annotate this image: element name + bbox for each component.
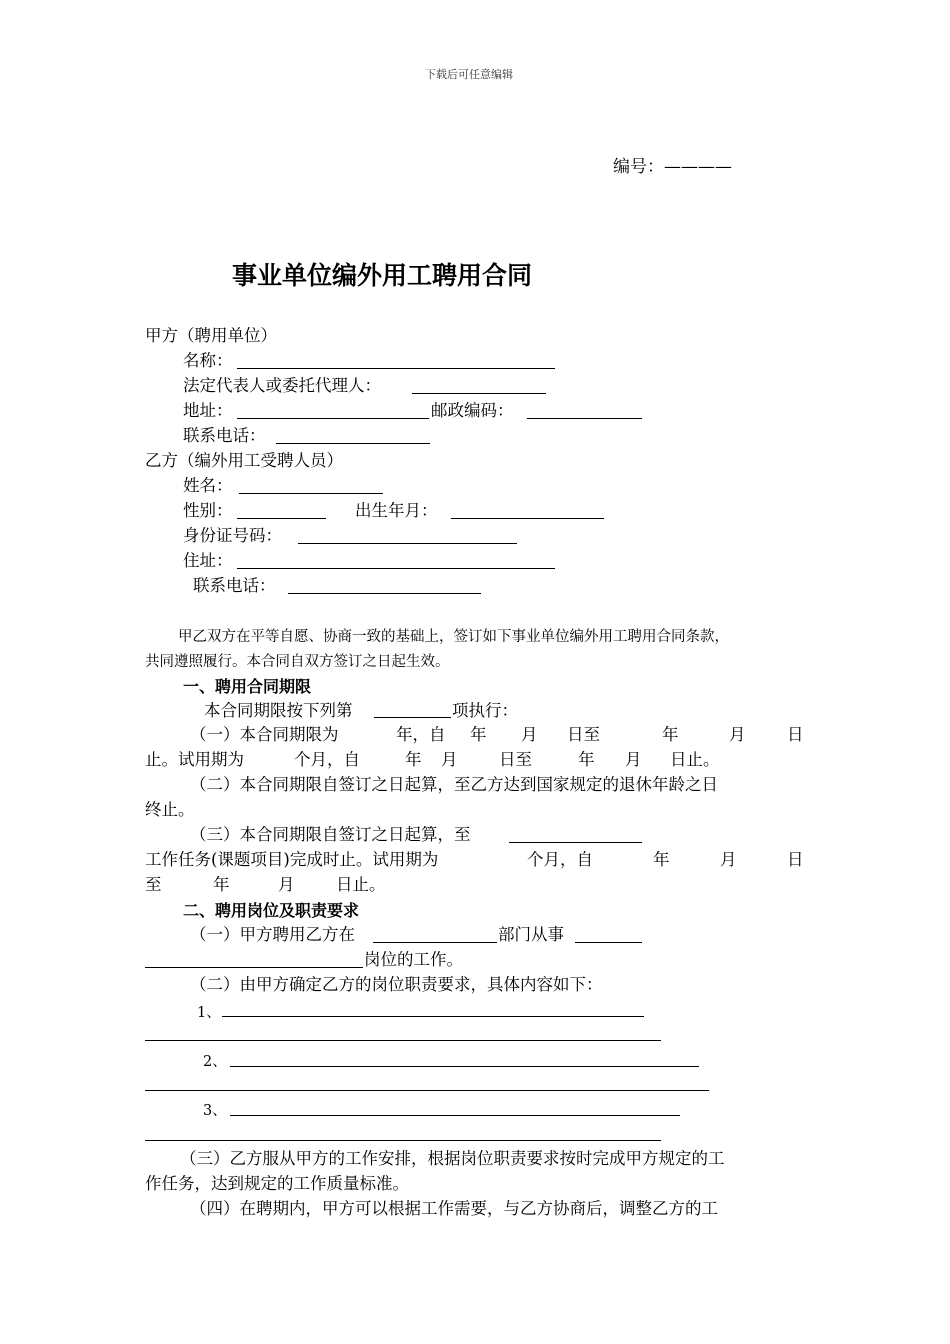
header-note: 下载后可任意编辑 (425, 68, 513, 81)
s1-item3-l2d: 月 (720, 850, 737, 869)
s1-item3-l3d: 日止。 (336, 875, 386, 894)
s1-item3-l3c: 月 (278, 875, 295, 894)
s1-item1-p3: 年 (470, 725, 487, 744)
s1-item1-p8: 日 (787, 725, 804, 744)
serial-dash: ———— (664, 157, 732, 177)
s1-item1-l2g: 月 (625, 750, 642, 769)
s1-item1-l2a: 止。试用期为 (145, 750, 244, 769)
s1-item1-p5: 日至 (567, 725, 600, 744)
party-b-heading: 乙方（编外用工受聘人员） (145, 451, 343, 470)
s2-item2: （二）由甲方确定乙方的岗位职责要求，具体内容如下： (190, 975, 603, 994)
party-b-birth-label: 出生年月： (355, 501, 438, 520)
duty-3-field (230, 1115, 680, 1116)
s1-item1-p2: 年，自 (396, 725, 446, 744)
party-a-postcode-label: 邮政编码： (431, 401, 514, 420)
s1-item3-l3a: 至 (145, 875, 162, 894)
serial-label: 编号： (613, 157, 664, 177)
party-b-phone-field (288, 593, 481, 594)
s1-item3-l2b: 个月，自 (527, 850, 593, 869)
section-1-intro-a: 本合同期限按下列第 (204, 701, 353, 720)
s1-item1-l2e: 日至 (499, 750, 532, 769)
s2-item3-line1: （三）乙方服从甲方的工作安排，根据岗位职责要求按时完成甲方规定的工 (180, 1149, 725, 1168)
s1-item3-l2a: 工作任务(课题项目)完成时止。试用期为 (145, 850, 439, 869)
duty-1-field-cont (145, 1040, 661, 1041)
party-b-address-field (237, 568, 555, 569)
s1-item2-line1: （二）本合同期限自签订之日起算，至乙方达到国家规定的退休年龄之日 (190, 775, 718, 794)
party-a-postcode-field (527, 418, 642, 419)
party-a-phone-field (276, 443, 430, 444)
s2-position-field-a (575, 942, 642, 943)
party-a-name-label: 名称： (183, 351, 233, 370)
party-b-phone-label: 联系电话： (193, 576, 276, 595)
section-1-heading: 一、聘用合同期限 (183, 677, 312, 696)
s1-item3-until-field (509, 842, 642, 843)
s1-item1-l2d: 月 (441, 750, 458, 769)
party-b-gender-field (237, 518, 326, 519)
s1-item1-p6: 年 (662, 725, 679, 744)
serial-number (613, 152, 732, 177)
s1-item1-p4: 月 (521, 725, 538, 744)
s1-item1-l2h: 日止。 (670, 750, 720, 769)
duty-2-label: 2、 (203, 1054, 227, 1070)
duty-2-field-cont (145, 1090, 709, 1091)
s1-item3-l2c: 年 (653, 850, 670, 869)
s1-item1-p7: 月 (729, 725, 746, 744)
s1-item3-l3b: 年 (213, 875, 230, 894)
s1-item3-l2e: 日 (787, 850, 804, 869)
s1-item2-line2: 终止。 (145, 800, 195, 819)
s2-item4: （四）在聘期内，甲方可以根据工作需要，与乙方协商后，调整乙方的工 (190, 1199, 718, 1218)
duty-1-label: 1、 (197, 1005, 221, 1021)
party-a-name-field (237, 368, 555, 369)
party-a-rep-field (412, 393, 546, 394)
party-a-rep-label: 法定代表人或委托代理人： (183, 376, 381, 395)
s1-item1-l2b: 个月，自 (294, 750, 360, 769)
s2-position-field-b (145, 967, 363, 968)
s2-department-field (373, 942, 497, 943)
party-b-address-label: 住址： (183, 551, 233, 570)
party-b-name-field (239, 493, 383, 494)
document-title: 事业单位编外用工聘用合同 (232, 261, 533, 290)
preamble-line-1: 甲乙双方在平等自愿、协商一致的基础上，签订如下事业单位编外用工聘用合同条款， (178, 629, 729, 645)
party-b-gender-label: 性别： (183, 501, 233, 520)
party-a-address-field (237, 418, 429, 419)
s2-item1-b: 部门从事 (498, 925, 564, 944)
duty-1-field (222, 1016, 644, 1017)
s2-item1-c: 岗位的工作。 (364, 950, 463, 969)
section-1-intro-b: 项执行： (452, 701, 518, 720)
party-a-heading: 甲方（聘用单位） (145, 326, 277, 345)
s2-item3-line2: 作任务，达到规定的工作质量标准。 (145, 1174, 409, 1193)
party-b-id-field (298, 543, 517, 544)
party-b-id-label: 身份证号码： (183, 526, 282, 545)
s1-item1-l2f: 年 (578, 750, 595, 769)
s1-item1-l2c: 年 (405, 750, 422, 769)
section-2-heading: 二、聘用岗位及职责要求 (183, 901, 360, 920)
s2-item1-a: （一）甲方聘用乙方在 (190, 925, 355, 944)
section-1-item-number-field (374, 717, 451, 718)
party-b-name-label: 姓名： (183, 476, 233, 495)
preamble-line-2: 共同遵照履行。本合同自双方签订之日起生效。 (145, 654, 450, 670)
s1-item1-p1: （一）本合同期限为 (190, 725, 339, 744)
duty-2-field (230, 1066, 699, 1067)
duty-3-field-cont (145, 1140, 661, 1141)
s1-item3-line1: （三）本合同期限自签订之日起算，至 (190, 825, 471, 844)
party-a-phone-label: 联系电话： (183, 426, 266, 445)
party-b-birth-field (451, 518, 604, 519)
party-a-address-label: 地址： (183, 401, 233, 420)
duty-3-label: 3、 (203, 1103, 227, 1119)
